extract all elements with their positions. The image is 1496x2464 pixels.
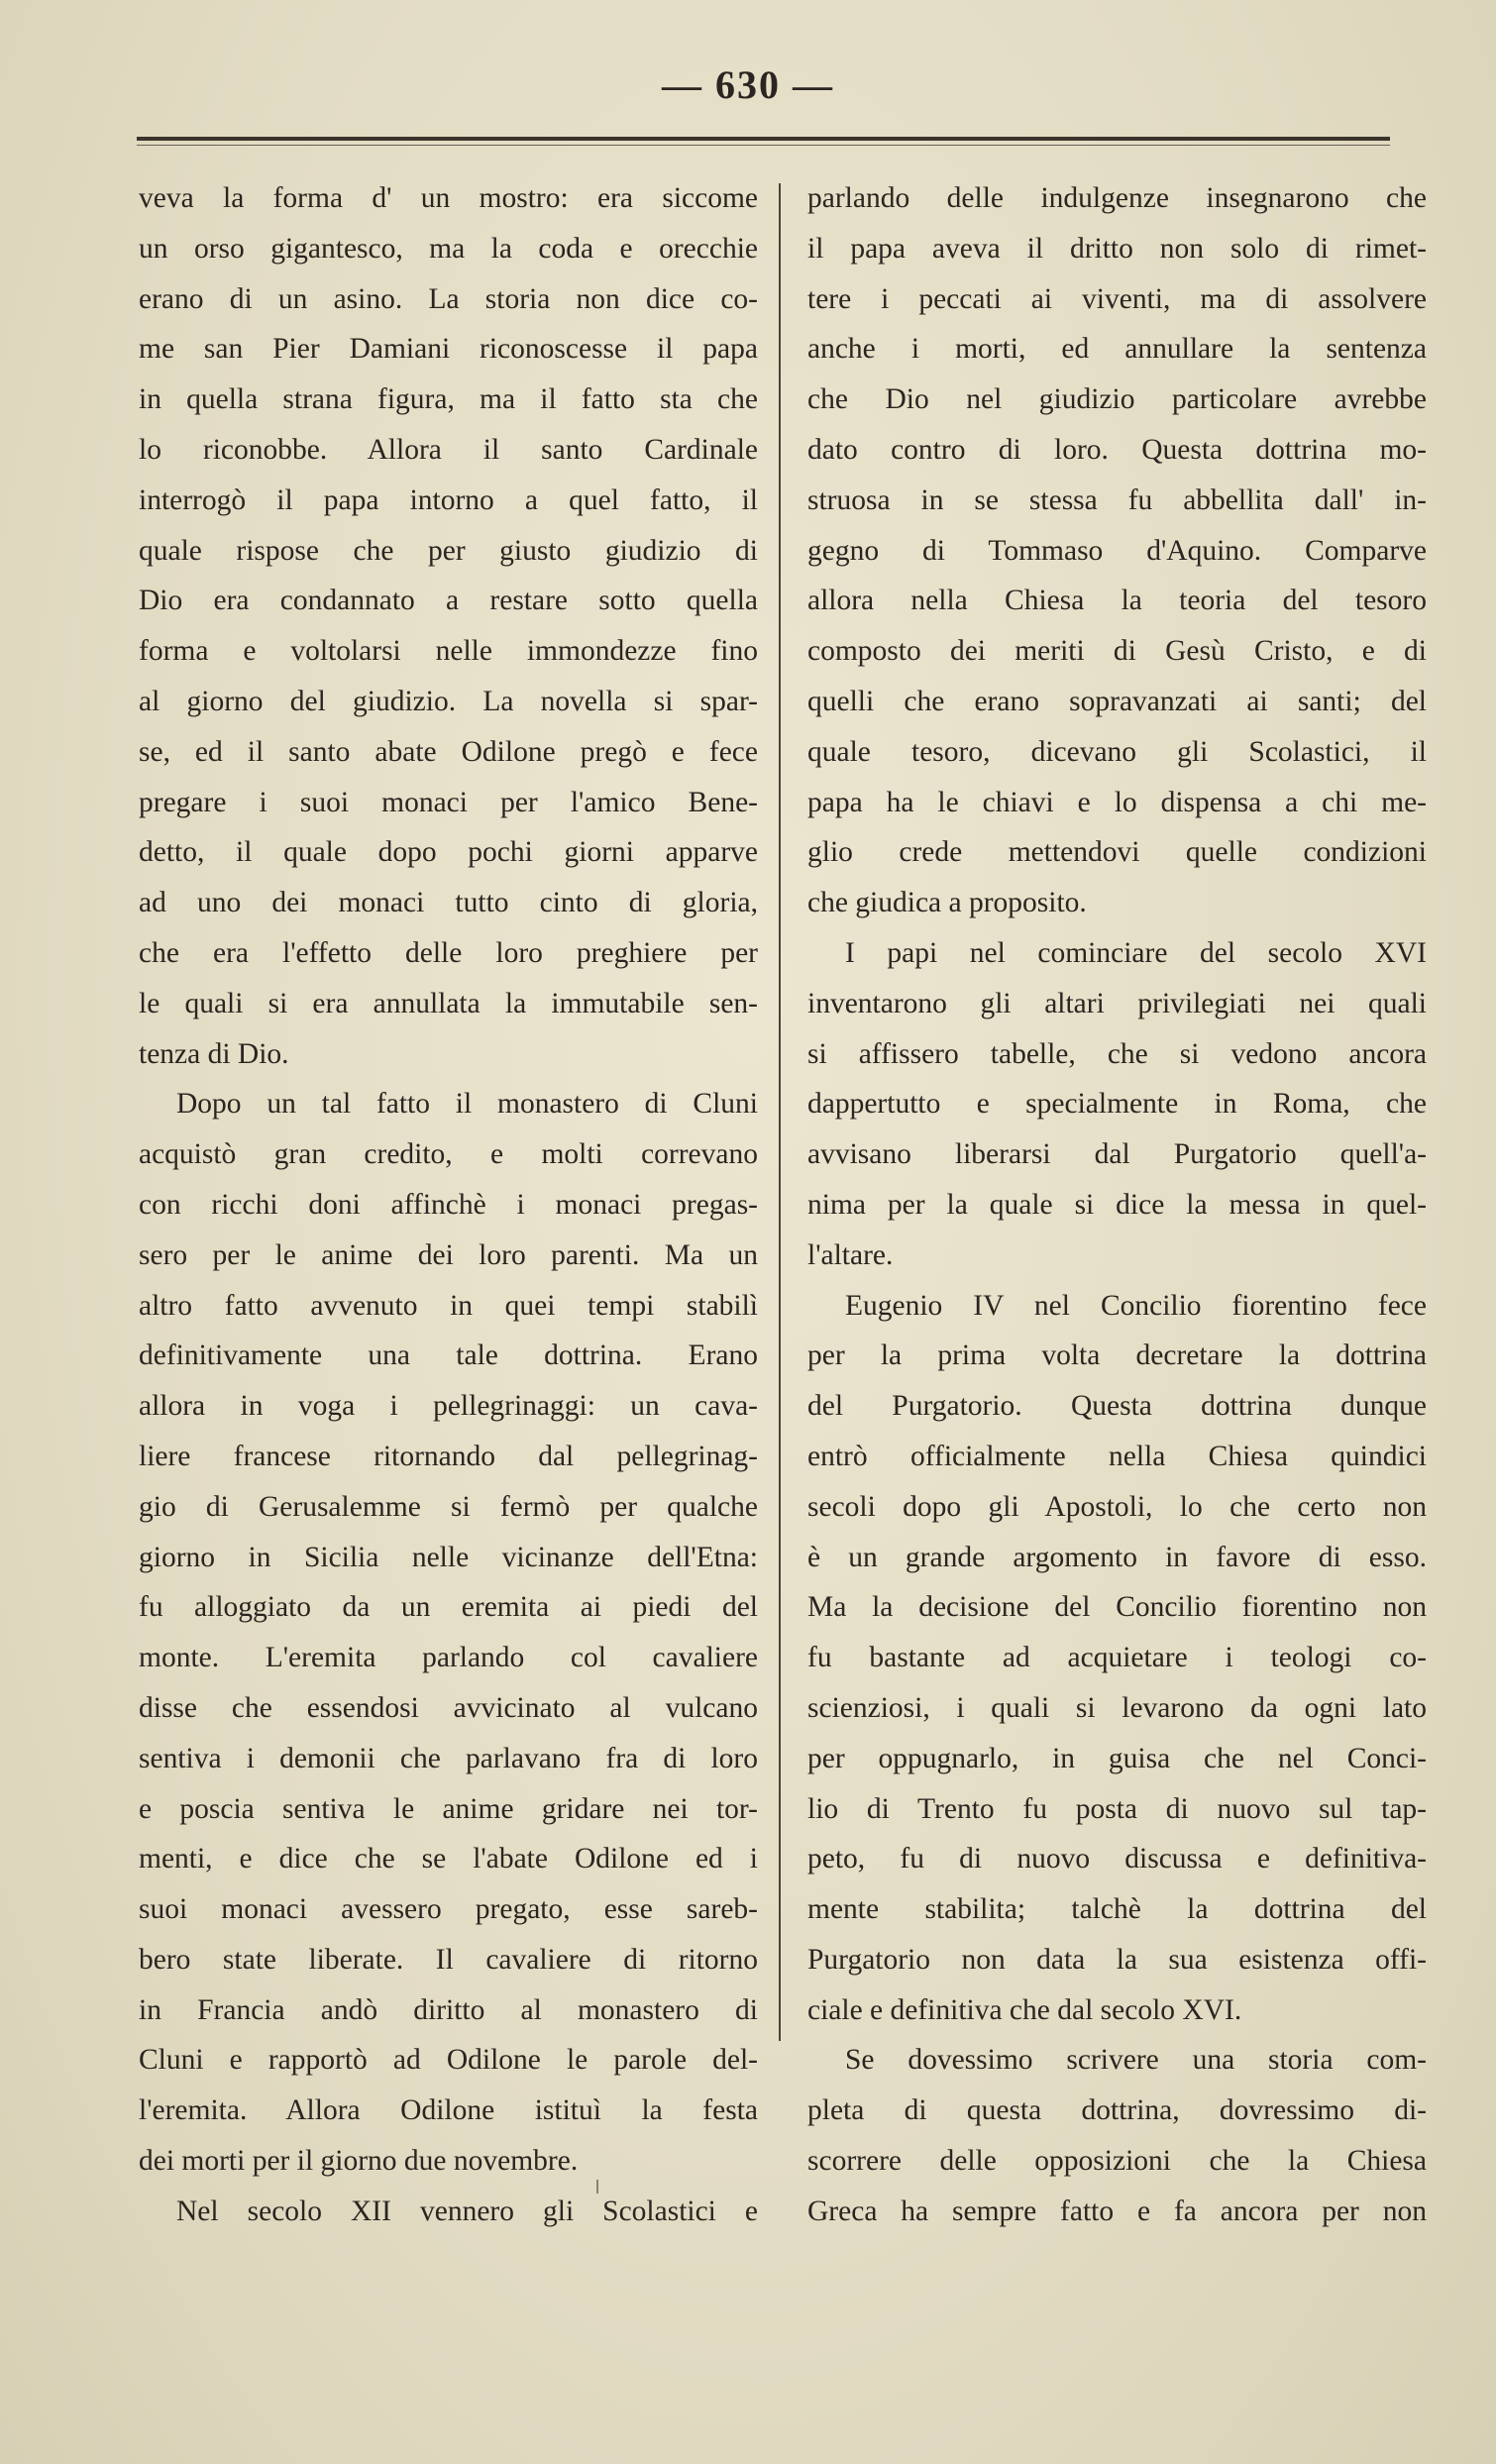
text-line: quale rispose che per giusto giudizio di — [139, 534, 758, 567]
text-line: ad uno dei monaci tutto cinto di gloria, — [139, 887, 758, 919]
text-line: I papi nel cominciare del secolo XVI — [845, 936, 1427, 969]
header-rule — [137, 137, 1390, 141]
text-line: glio crede mettendovi quelle condizioni — [807, 836, 1427, 869]
text-line: monte. L'eremita parlando col cavaliere — [139, 1642, 758, 1674]
text-line: e poscia sentiva le anime gridare nei tor- — [139, 1792, 758, 1825]
text-line: allora nella Chiesa la teoria del tesoro — [807, 585, 1427, 617]
text-line: in Francia andò diritto al monastero di — [139, 1993, 758, 2026]
text-line: allora in voga i pellegrinaggi: un cava- — [139, 1390, 758, 1423]
text-line: peto, fu di nuovo discussa e definitiva- — [807, 1843, 1427, 1875]
text-line: scorrere delle opposizioni che la Chiesa — [807, 2145, 1427, 2178]
text-line: dei morti per il giorno due novembre. — [139, 2145, 579, 2178]
text-line: che Dio nel giudizio particolare avrebbe — [807, 383, 1427, 416]
text-line: che giudica a proposito. — [807, 887, 1087, 919]
text-line: fu bastante ad acquietare i teologi co- — [807, 1642, 1427, 1674]
text-line: un orso gigantesco, ma la coda e orecchie — [139, 232, 758, 265]
text-line: detto, il quale dopo pochi giorni apparve — [139, 836, 758, 869]
text-line: forma e voltolarsi nelle immondezze fino — [139, 635, 758, 668]
text-line: Purgatorio non data la sua esistenza offi- — [807, 1943, 1427, 1976]
stray-mark — [596, 2180, 598, 2194]
text-line: Dio era condannato a restare sotto quella — [139, 585, 758, 617]
text-line: tere i peccati ai viventi, ma di assolvere — [807, 282, 1427, 315]
text-line: definitivamente una tale dottrina. Erano — [139, 1339, 758, 1372]
text-line: l'eremita. Allora Odilone istituì la festa — [139, 2094, 758, 2127]
text-line: al giorno del giudizio. La novella si spar- — [139, 685, 758, 717]
text-line: quelli che erano sopravanzati ai santi; del — [807, 685, 1427, 717]
text-line: liere francese ritornando dal pellegrinag- — [139, 1440, 758, 1472]
text-line: il papa aveva il dritto non solo di rimet- — [807, 232, 1427, 265]
text-line: avvisano liberarsi dal Purgatorio quell'a- — [807, 1138, 1427, 1171]
text-line: menti, e dice che se l'abate Odilone ed i — [139, 1843, 758, 1875]
text-line: dappertutto e specialmente in Roma, che — [807, 1088, 1427, 1121]
page-number: — 630 — — [662, 62, 834, 107]
text-line: è un grande argomento in favore di esso. — [807, 1541, 1427, 1573]
text-line: gegno di Tommaso d'Aquino. Comparve — [807, 534, 1427, 567]
text-line: Dopo un tal fatto il monastero di Cluni — [176, 1088, 758, 1121]
text-line: del Purgatorio. Questa dottrina dunque — [807, 1390, 1427, 1423]
text-line: scienziosi, i quali si levarono da ogni lato — [807, 1691, 1427, 1724]
text-line: bero state liberate. Il cavaliere di ritorno — [139, 1943, 758, 1976]
text-line: l'altare. — [807, 1238, 894, 1271]
text-line: quale tesoro, dicevano gli Scolastici, il — [807, 735, 1427, 768]
text-line: Ma la decisione del Concilio fiorentino non — [807, 1591, 1427, 1624]
text-line: con ricchi doni affinchè i monaci pregas- — [139, 1188, 758, 1221]
text-line: che era l'effetto delle loro preghiere per — [139, 936, 758, 969]
text-line: le quali si era annullata la immutabile sen- — [139, 987, 758, 1019]
text-line: disse che essendosi avvicinato al vulcano — [139, 1691, 758, 1724]
text-line: altro fatto avvenuto in quei tempi stabilì — [139, 1289, 758, 1322]
text-line: secoli dopo gli Apostoli, lo che certo non — [807, 1490, 1427, 1523]
text-line: fu alloggiato da un eremita ai piedi del — [139, 1591, 758, 1624]
text-line: anche i morti, ed annullare la sentenza — [807, 333, 1427, 366]
text-line: ciale e definitiva che dal secolo XVI. — [807, 1993, 1242, 2026]
text-line: entrò officialmente nella Chiesa quindici — [807, 1440, 1427, 1472]
text-line: giorno in Sicilia nelle vicinanze dell'Etna: — [139, 1541, 758, 1573]
text-line: papa ha le chiavi e lo dispensa a chi me- — [807, 786, 1427, 818]
text-line: parlando delle indulgenze insegnarono che — [807, 182, 1427, 214]
text-line: inventarono gli altari privilegiati nei quali — [807, 987, 1427, 1019]
text-line: dato contro di loro. Questa dottrina mo- — [807, 433, 1427, 466]
text-line: Greca ha sempre fatto e fa ancora per non — [807, 2195, 1427, 2227]
text-line: struosa in se stessa fu abbellita dall' in- — [807, 483, 1427, 516]
text-line: Se dovessimo scrivere una storia com- — [845, 2044, 1427, 2077]
right-column — [807, 173, 1427, 2237]
left-column — [139, 173, 758, 2237]
text-line: pregare i suoi monaci per l'amico Bene- — [139, 786, 758, 818]
header-rule-thin — [137, 145, 1390, 146]
text-line: interrogò il papa intorno a quel fatto, il — [139, 483, 758, 516]
text-line: se, ed il santo abate Odilone pregò e fece — [139, 735, 758, 768]
text-line: lio di Trento fu posta di nuovo sul tap- — [807, 1792, 1427, 1825]
text-line: Cluni e rapportò ad Odilone le parole del- — [139, 2044, 758, 2077]
text-line: composto dei meriti di Gesù Cristo, e di — [807, 635, 1427, 668]
text-line: in quella strana figura, ma il fatto sta che — [139, 383, 758, 416]
text-line: nima per la quale si dice la messa in quel- — [807, 1188, 1427, 1221]
text-line: gio di Gerusalemme si fermò per qualche — [139, 1490, 758, 1523]
text-line: suoi monaci avessero pregato, esse sareb- — [139, 1893, 758, 1926]
text-line: acquistò gran credito, e molti correvano — [139, 1138, 758, 1171]
text-line: pleta di questa dottrina, dovressimo di- — [807, 2094, 1427, 2127]
text-line: si affissero tabelle, che si vedono ancora — [807, 1037, 1427, 1070]
column-divider — [779, 183, 781, 2041]
text-line: me san Pier Damiani riconoscesse il papa — [139, 333, 758, 366]
text-line: tenza di Dio. — [139, 1037, 289, 1070]
text-line: veva la forma d' un mostro: era siccome — [139, 182, 758, 214]
text-line: per oppugnarlo, in guisa che nel Conci- — [807, 1742, 1427, 1774]
text-line: sero per le anime dei loro parenti. Ma un — [139, 1238, 758, 1271]
text-line: Nel secolo XII vennero gli Scolastici e — [176, 2195, 758, 2227]
text-line: mente stabilita; talchè la dottrina del — [807, 1893, 1427, 1926]
text-line: erano di un asino. La storia non dice co- — [139, 282, 758, 315]
text-line: Eugenio IV nel Concilio fiorentino fece — [845, 1289, 1427, 1322]
text-line: per la prima volta decretare la dottrina — [807, 1339, 1427, 1372]
text-line: sentiva i demonii che parlavano fra di loro — [139, 1742, 758, 1774]
text-line: lo riconobbe. Allora il santo Cardinale — [139, 433, 758, 466]
